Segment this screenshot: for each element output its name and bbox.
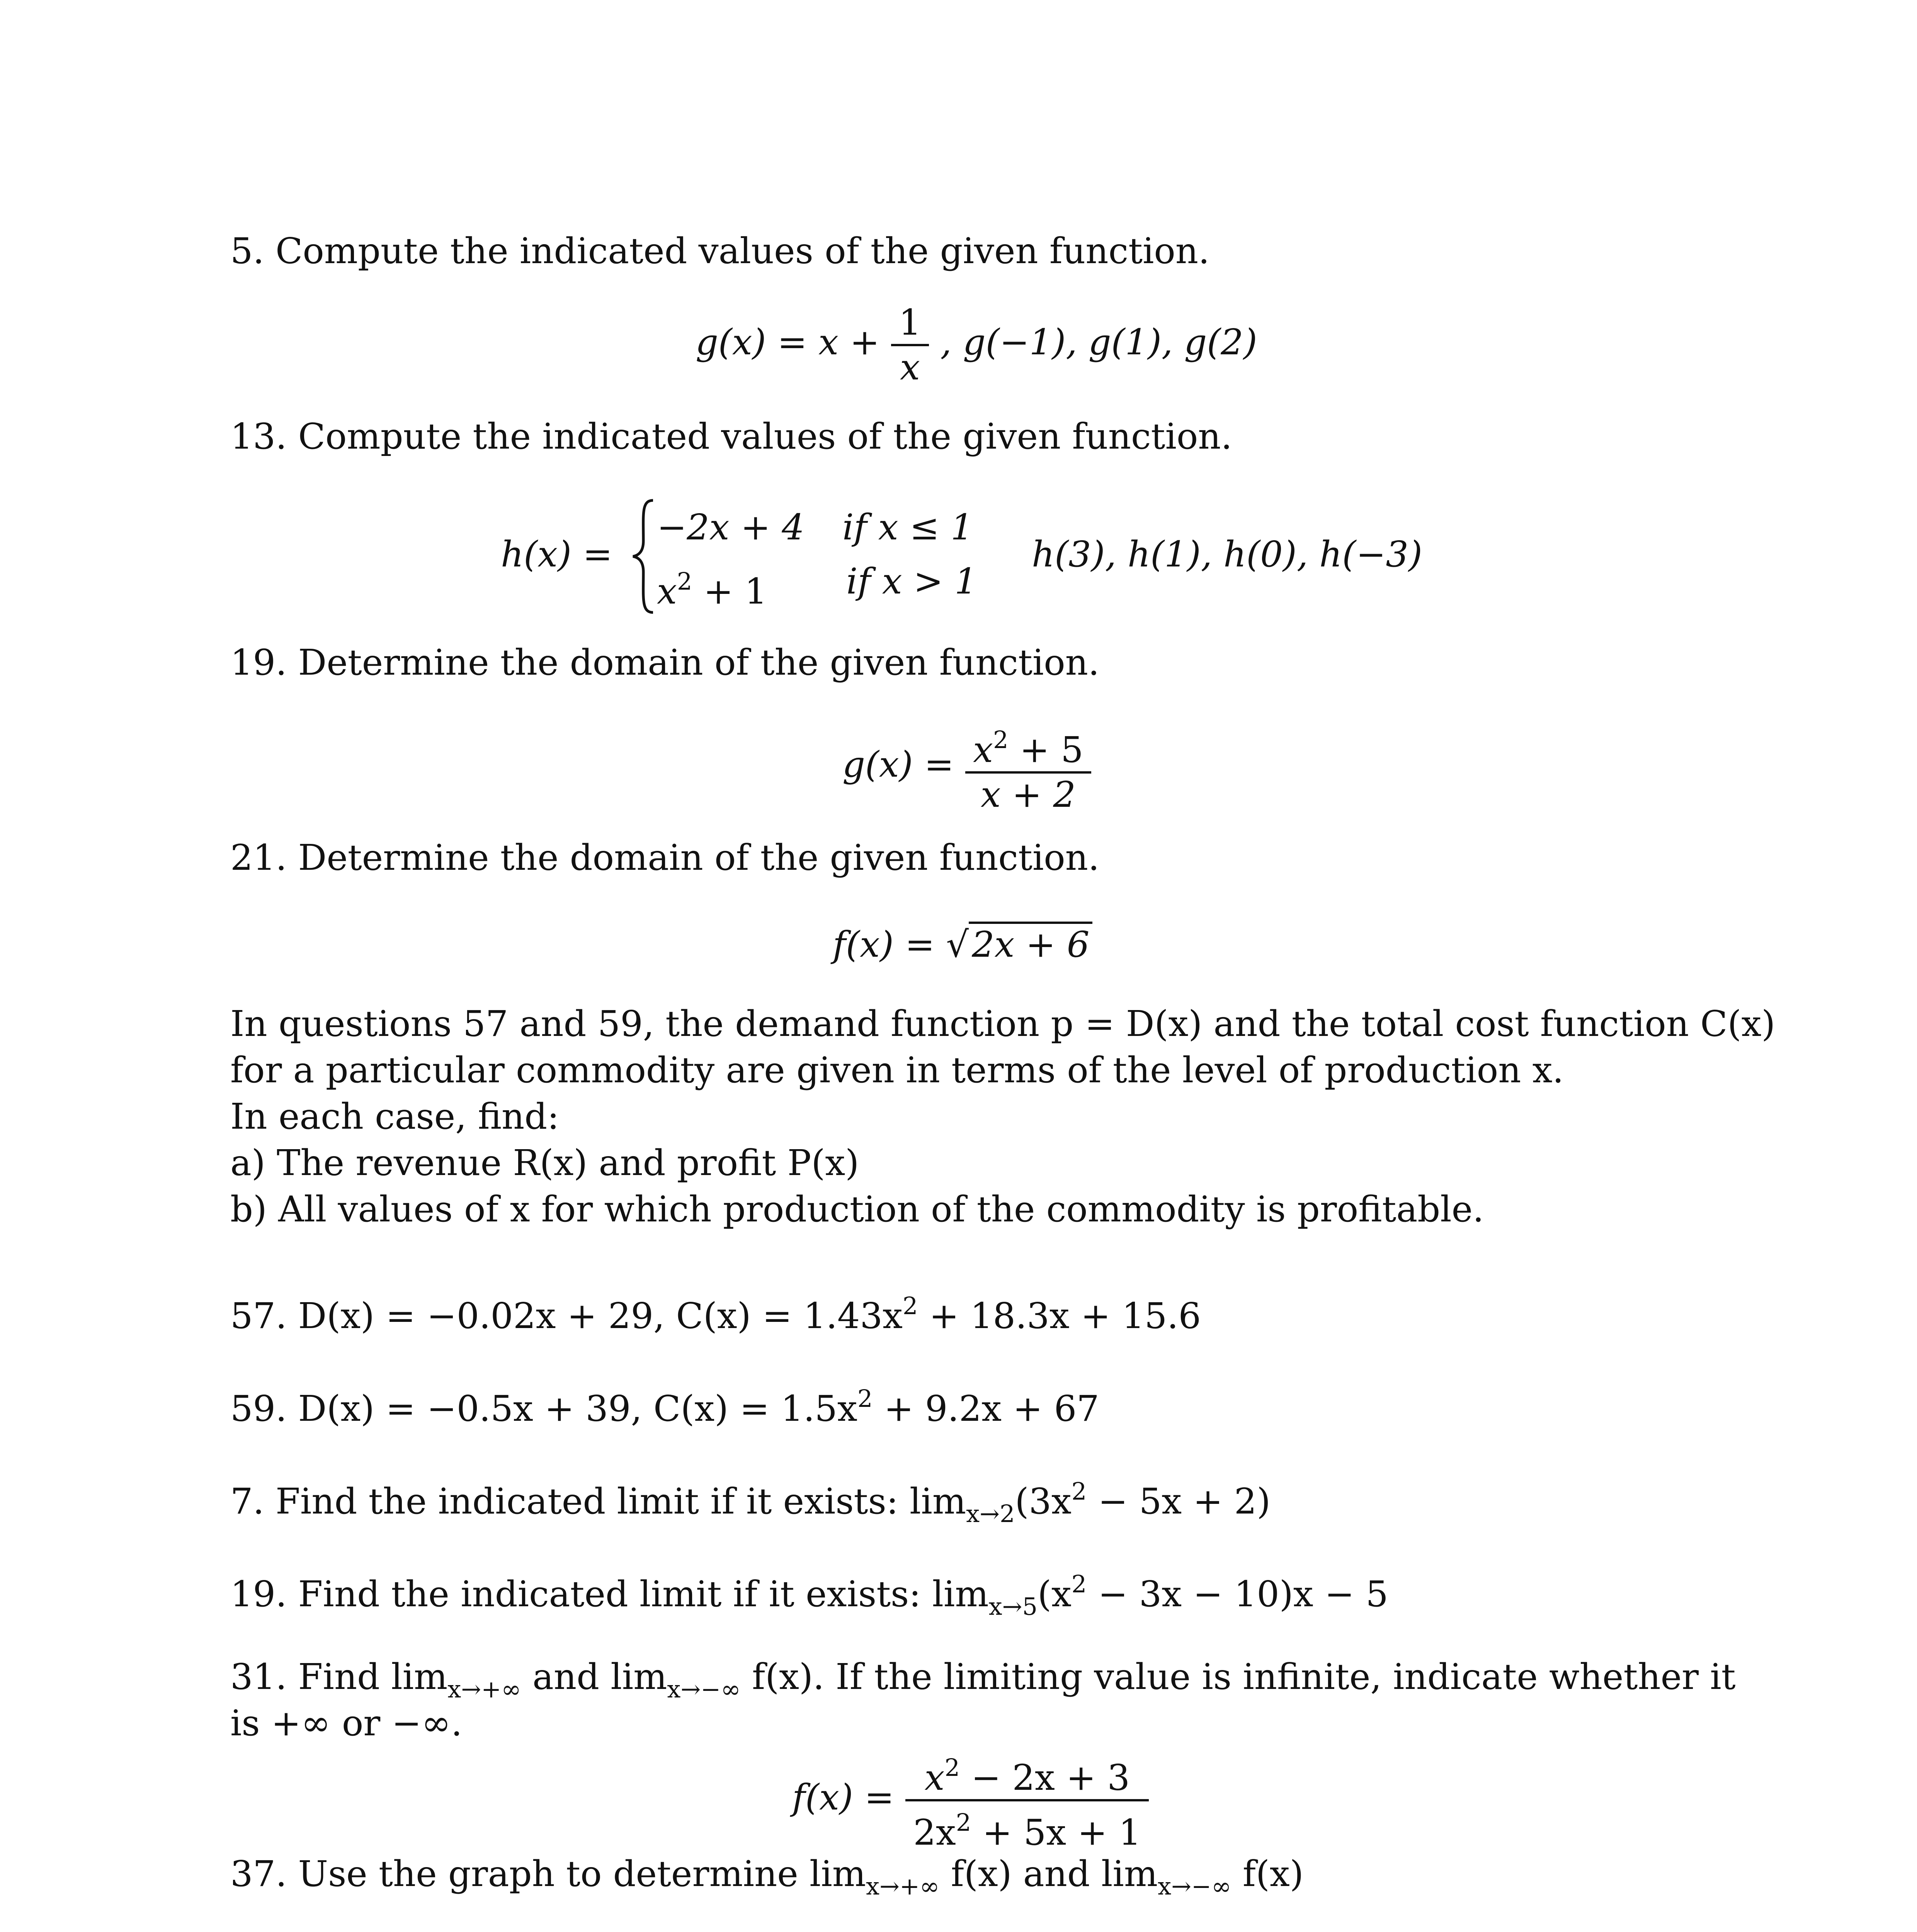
case-2-cond: if x > 1 (846, 561, 977, 602)
case-2-expr: $x^2 + 1$ (657, 567, 767, 612)
fraction (891, 301, 929, 389)
piecewise-lhs: h(x) = (501, 534, 613, 575)
numerator: 1 (898, 302, 922, 343)
lhs: g(x) = x + (696, 321, 880, 363)
problem-13-prompt: 13. Compute the indicated values of the given function. (230, 416, 1232, 457)
denominator: x (891, 344, 929, 389)
intro-line-4: a) The revenue R(x) and profit P(x) (230, 1142, 859, 1184)
problem-7: 7. Find the indicated limit if it exists: $\lim_{x\to 2}(3x^2 - 5x + 2)$ (230, 1477, 1271, 1528)
problem-31-equation: f(x) = $\frac{x^2 - 2x + 3}{2x^2 + 5x + 1}$ (792, 1747, 1149, 1854)
case-1-cond: if x ≤ 1 (842, 507, 973, 548)
piecewise-values: h(3), h(1), h(0), h(−3) (1032, 534, 1422, 575)
problem-59: 59. D(x) = −0.5x + 39, $C(x) = 1.5x^2 + 9.2x + 67$ (230, 1384, 1099, 1429)
problem-21-prompt: 21. Determine the domain of the given function. (230, 837, 1100, 878)
radical-sign: √ (946, 924, 969, 965)
problem-21-equation: f(x) = √2x + 6 (833, 923, 1092, 966)
problem-5-equation (696, 301, 1257, 389)
intro-line-2: for a particular commodity are given in terms of the level of production x. (230, 1049, 1564, 1091)
intro-line-5: b) All values of x for which production of the commodity is profitable. (230, 1189, 1484, 1230)
radicand: 2x + 6 (969, 922, 1093, 965)
intro-line-1: In questions 57 and 59, the demand function p = D(x) and the total cost function C(x) (230, 1003, 1776, 1044)
problem-31-line-2: is +∞ or −∞. (230, 1702, 463, 1744)
problem-57: 57. D(x) = −0.02x + 29, $C(x) = 1.43x^2 + 18.3x + 15.6$ (230, 1292, 1201, 1337)
problem-19-limit: 19. Find the indicated limit if it exists: $\lim_{x\to 5}(x^2 - 3x - 10)x - 5$ (230, 1570, 1388, 1621)
problem-19-equation: g(x) = $\frac{x^2 + 5}{x + 2}$ (842, 719, 1091, 816)
problem-37: 37. Use the graph to determine $\lim_{x\to+\infty} f(x)$ and $\lim_{x\to-\infty} f(x)$ (230, 1853, 1304, 1900)
case-1-expr: −2x + 4 (657, 507, 805, 548)
problem-5-prompt: 5. Compute the indicated values of the given function. (230, 230, 1210, 272)
problem-31-line-1: 31. Find $\lim_{x\to+\infty}$ and $\lim_{x\to-\infty} f(x)$. If the limiting value is infinite, indicate whether it (230, 1656, 1736, 1703)
problem-19-prompt: 19. Determine the domain of the given function. (230, 642, 1100, 683)
values: , g(−1), g(1), g(2) (940, 321, 1257, 363)
intro-line-3: In each case, find: (230, 1096, 560, 1137)
brace (630, 498, 657, 614)
